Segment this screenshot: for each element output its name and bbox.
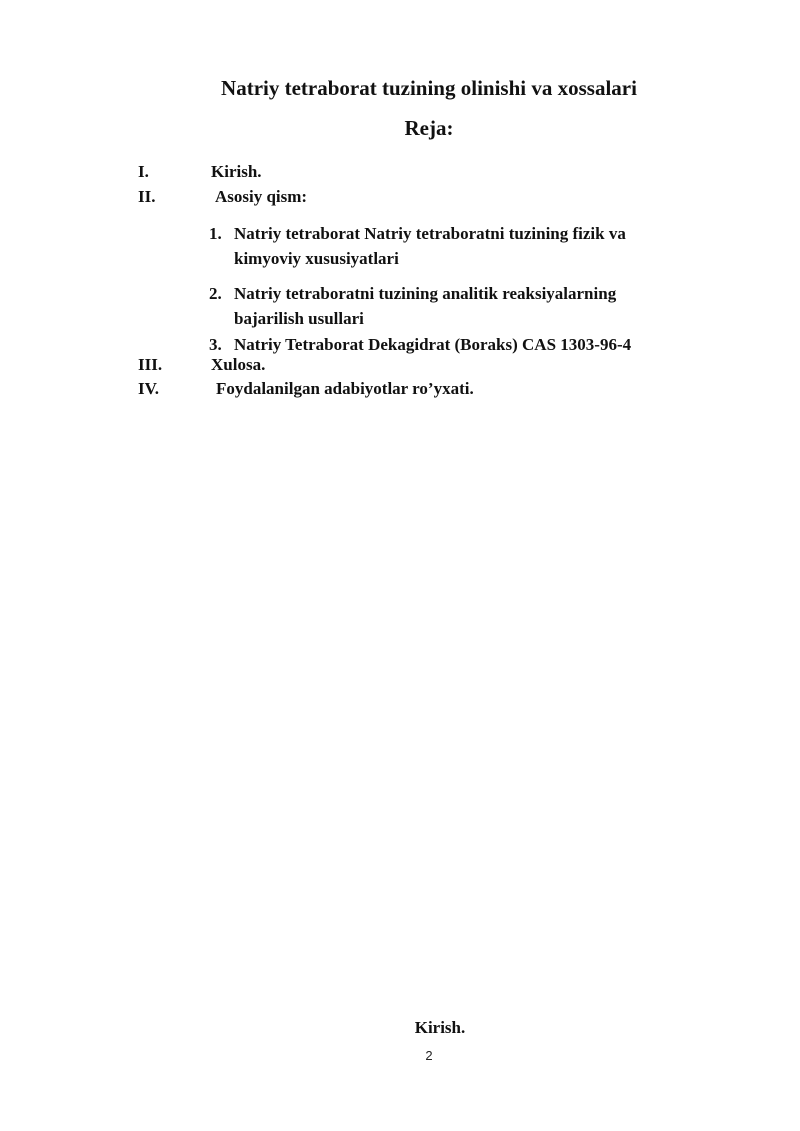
outline-numeral: IV. xyxy=(138,379,159,398)
page-number: 2 xyxy=(425,1048,433,1063)
outline-numeral: I. xyxy=(138,162,149,181)
subitem-1 xyxy=(209,221,689,271)
outline-text: Kirish. xyxy=(211,162,262,181)
subitem-number: 3. xyxy=(209,335,222,354)
subitem-text: Natriy tetraboratni tuzining analitik reaksiyalarning bajarilish usullari xyxy=(234,284,617,328)
subitem-number: 1. xyxy=(209,224,222,243)
subitem-3 xyxy=(209,332,689,357)
section-heading: Kirish. xyxy=(414,1018,466,1037)
outline-text: Foydalanilgan adabiyotlar ro’yxati. xyxy=(216,379,474,398)
subitem-text: Natriy Tetraborat Dekagidrat (Boraks) CAS 1303-96-4 xyxy=(234,335,632,354)
outline-text: Xulosa. xyxy=(211,355,266,374)
outline-text: Asosiy qism: xyxy=(215,187,308,206)
subitem-text: Natriy tetraborat Natriy tetraboratni tuzining fizik va kimyoviy xususiyatlari xyxy=(234,224,626,268)
document-title: Natriy tetraborat tuzining olinishi va xossalari xyxy=(221,76,637,100)
subitem-2 xyxy=(209,281,689,331)
outline-numeral: II. xyxy=(138,187,156,206)
subitem-number: 2. xyxy=(209,284,222,303)
outline-numeral: III. xyxy=(138,355,163,374)
plan-heading: Reja: xyxy=(404,116,454,140)
